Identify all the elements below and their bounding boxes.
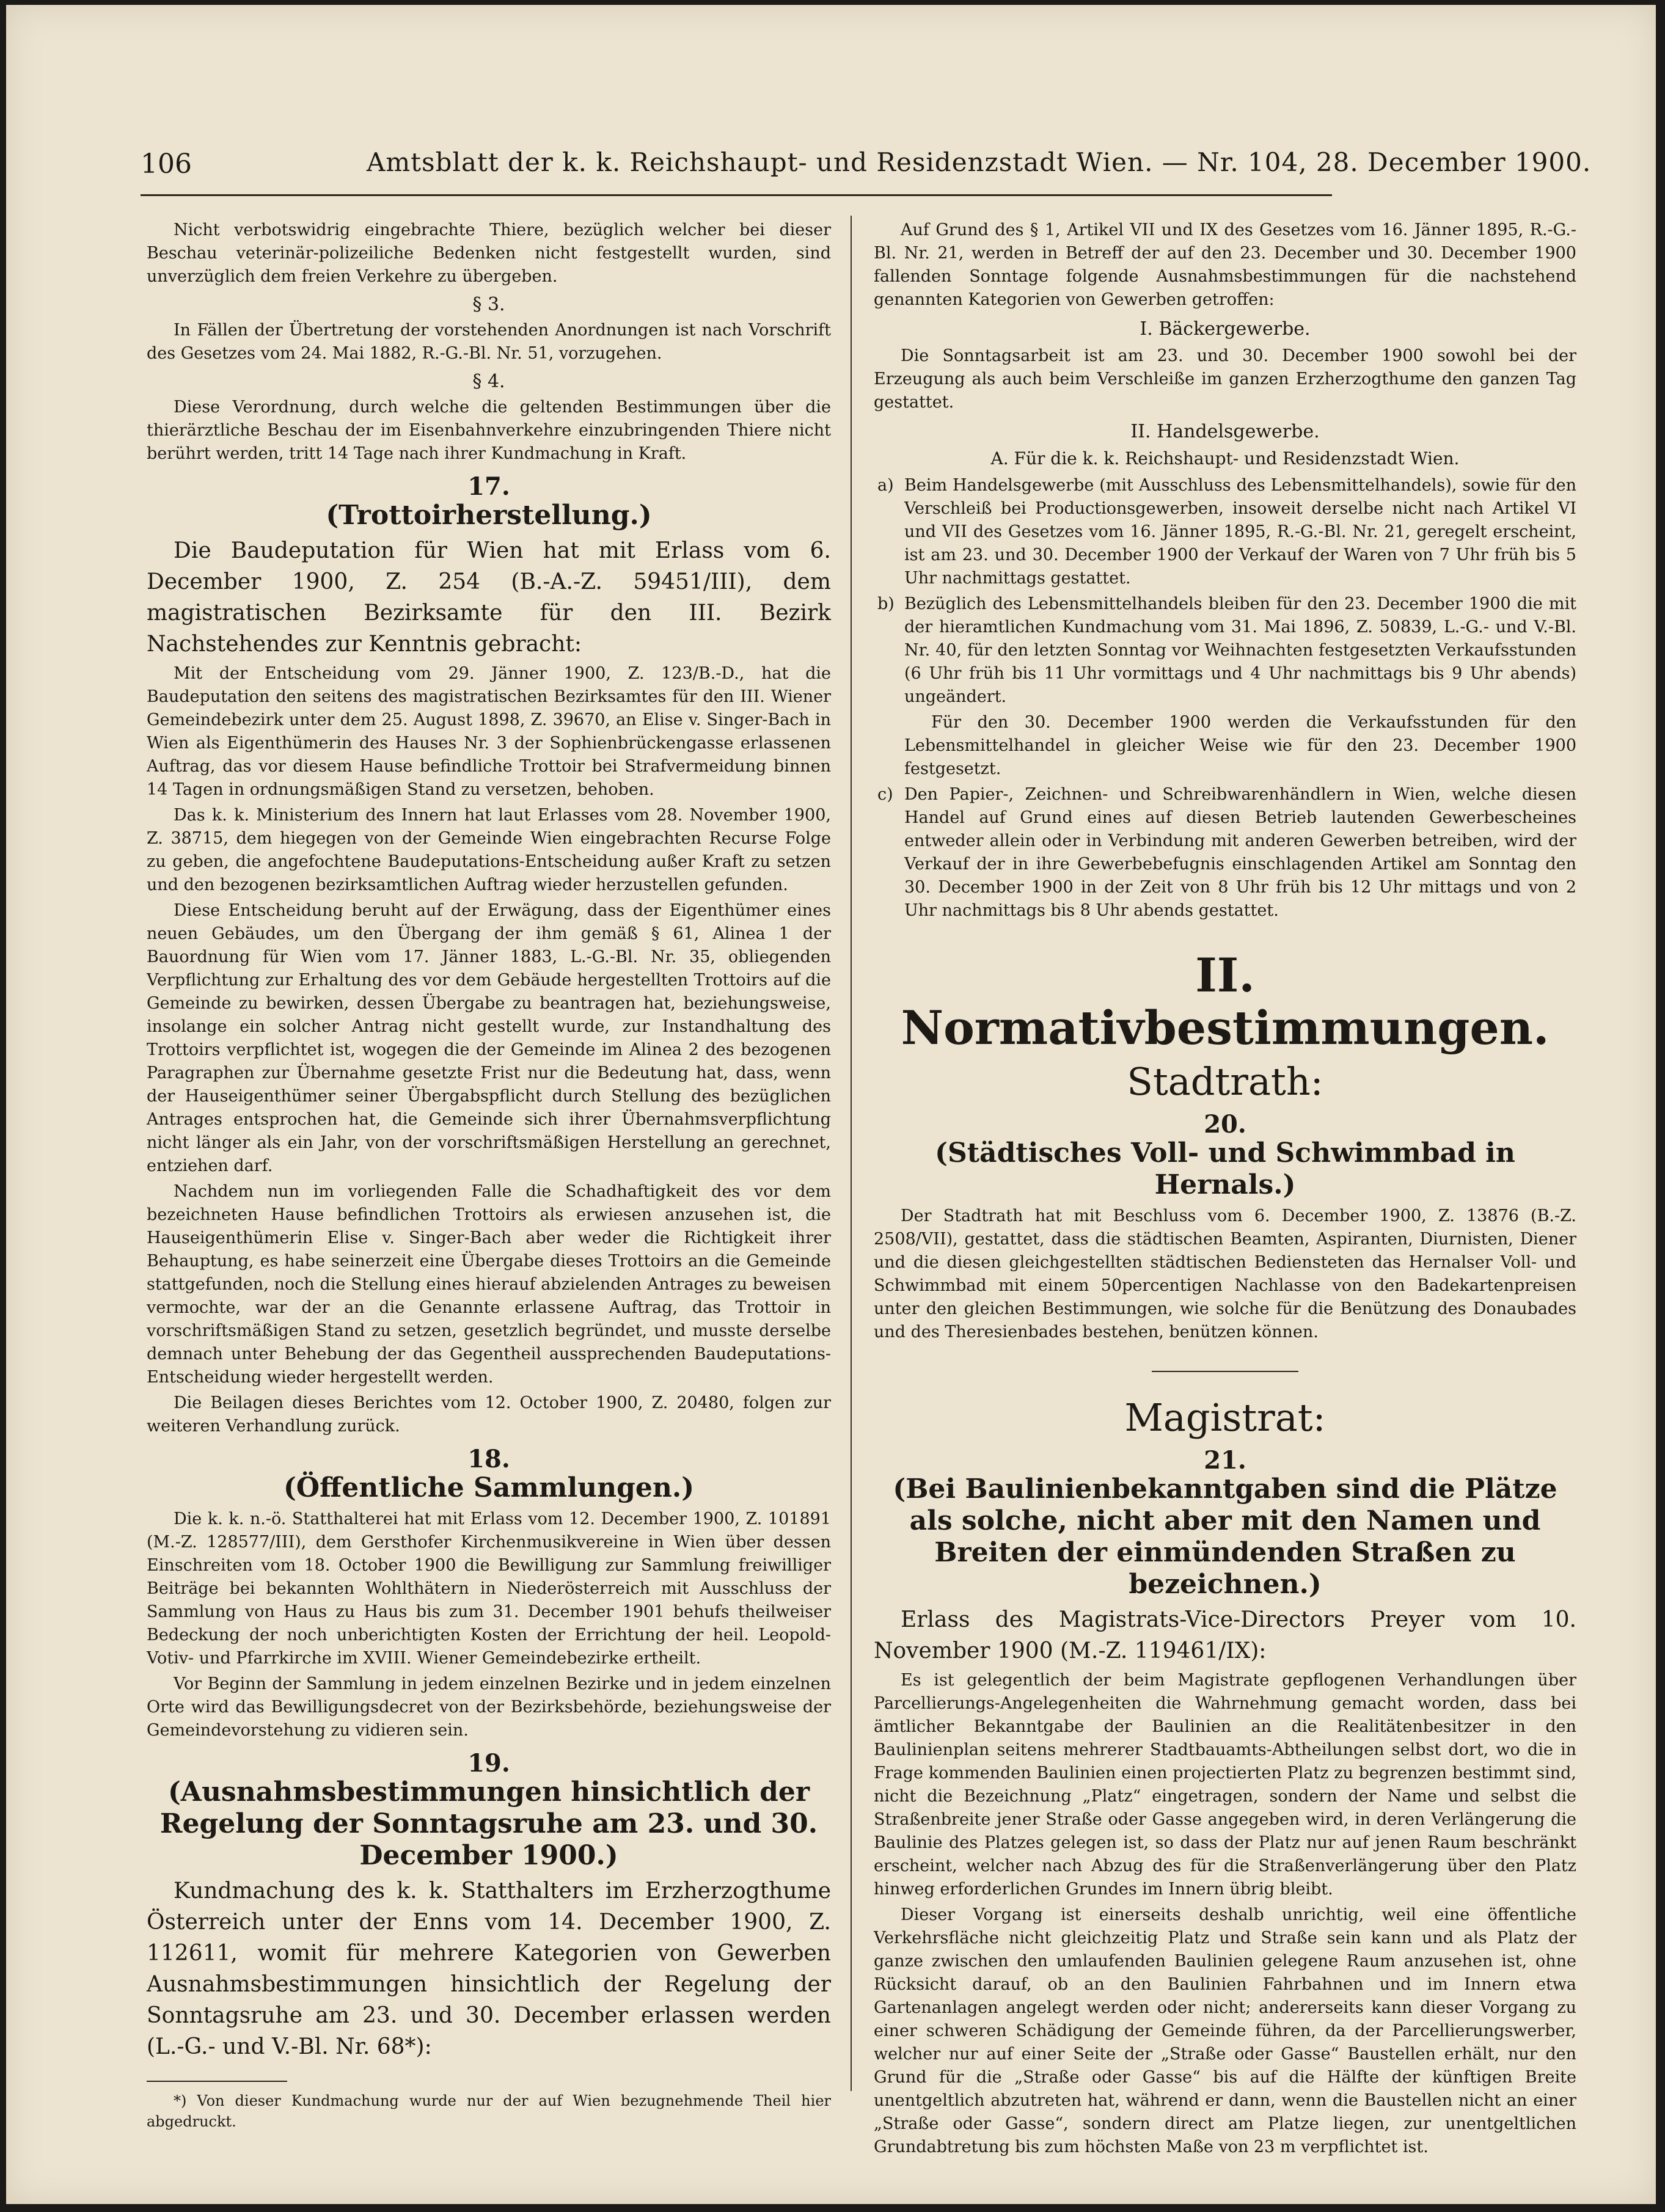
subheading-wien: A. Für die k. k. Reichshaupt- und Residenzstadt Wien. <box>990 448 1460 469</box>
paragraph: Nicht verbotswidrig eingebrachte Thiere, bezüglich welcher bei dieser Beschau veterinär-polizeiliche Bedenken nicht festgestellt wurden, sind unverzüglich dem freien Verkehre zu übergeben. <box>147 221 831 286</box>
paragraph: Der Stadtrath hat mit Beschluss vom 6. December 1900, Z. 13876 (B.-Z. 2508/VII), gestattet, dass die städtischen Beamten, Aspiranten, Diurnisten, Diener und die diesen gleichgestellten städtischen Bediensteten das Hernalser Voll- und Schwimmbad mit einem 50percentigen Nachlasse von den Badekartenpreisen unter den gleichen Bestimmungen, wie solche für die Benützung des Donaubades und des Theresienbades bestehen, benützen können. <box>874 1206 1576 1341</box>
list-item-a <box>874 474 1576 590</box>
article-lead-21: Erlass des Magistrats-Vice-Directors Preyer vom 10. November 1900 (M.-Z. 119461/IX): <box>874 1607 1576 1663</box>
paragraph: Die Beilagen dieses Berichtes vom 12. October 1900, Z. 20480, folgen zur weiteren Verhandlung zurück. <box>147 1393 831 1436</box>
body-heading-magistrat: Magistrat: <box>1124 1395 1326 1440</box>
list-text: Beim Handelsgewerbe (mit Ausschluss des Lebensmittelhandels), sowie für den Verschleiß bei Productionsgewerben, insoweit derselbe nicht nach Artikel VI und VII des Gesetzes vom 16. Jänner 1895, R.-G.-Bl. Nr. 21, geregelt erscheint, ist am 23. und 30. December 1900 der Verkauf der Waren von 7 Uhr früh bis 5 Uhr nachmittags gestattet. <box>904 476 1576 588</box>
subheading-handelsgewerbe: II. Handelsgewerbe. <box>1130 421 1320 442</box>
article-number-18: 18. <box>467 1445 510 1473</box>
page-number: 106 <box>141 148 192 180</box>
article-number-19: 19. <box>467 1749 510 1778</box>
page-header <box>141 142 1592 191</box>
article-number-17: 17. <box>467 472 510 501</box>
part-heading: II. Normativbestimmungen. <box>901 948 1550 1055</box>
footnote-rule <box>147 2081 287 2082</box>
left-column <box>147 219 831 2134</box>
paragraph: Die k. k. n.-ö. Statthalterei hat mit Erlass vom 12. December 1900, Z. 101891 (M.-Z. 128577/III), dem Gersthofer Kirchenmusikvereine in Wien über dessen Einschreiten vom 18. October 1900 die Bewilligung zur Sammlung freiwilliger Beiträge bei bekannten Wohlthätern in Niederösterreich mit Ausschluss der Sammlung von Haus zu Haus bis zum 31. December 1901 behufs theilweiser Bedeckung der noch unberichtigten Kosten der Errichtung der heil. Leopold-Votiv- und Pfarrkirche im XVIII. Wiener Gemeindebezirke ertheilt. <box>147 1509 831 1668</box>
subheading-baeckergewerbe: I. Bäckergewerbe. <box>1140 318 1311 340</box>
article-title-19: (Ausnahmsbestimmungen hinsichtlich der Regelung der Sonntagsruhe am 23. und 30. December 1900.) <box>159 1776 818 1871</box>
column-divider <box>851 216 852 2091</box>
paragraph: Nachdem nun im vorliegenden Falle die Schadhaftigkeit des vor dem bezeichneten Hause befindlichen Trottoirs als erwiesen anzusehen ist, die Hauseigenthümerin Elise v. Singer-Bach aber weder die Richtigkeit ihrer Behauptung, es habe seinerzeit eine Übergabe dieses Trottoirs an die Gemeinde stattgefunden, noch die Stellung eines hierauf abzielenden Antrages zu beweisen vermochte, war der an die Genannte erlassene Auftrag, das Trottoir in vorschriftsmäßigen Stand zu setzen, gesetzlich begründet, und musste derselbe demnach unter Behebung der das Gegentheil aussprechenden Baudeputations-Entscheidung wieder hergestellt werden. <box>147 1182 831 1387</box>
article-title-20: (Städtisches Voll- und Schwimmbad in Hernals.) <box>935 1137 1515 1200</box>
section-heading: § 4. <box>472 371 505 392</box>
header-rule <box>141 194 1332 196</box>
running-title: Amtsblatt der k. k. Reichshaupt- und Residenzstadt Wien. — Nr. 104, 28. December 1900. <box>367 147 1592 177</box>
paragraph: Dieser Vorgang ist einerseits deshalb unrichtig, weil eine öffentliche Verkehrsfläche nicht gleichzeitig Platz und Straße sein kann und als Platz der ganze zwischen den umlaufenden Baulinien gelegene Raum anzusehen ist, ohne Rücksicht darauf, ob an den Baulinien Fahrbahnen und im Innern etwa Gartenanlagen angelegt werden oder nicht; andererseits kann dieser Vorgang zu einer schweren Schädigung der Gemeinde führen, da der Parcellierungswerber, welcher nur auf einer Seite der „Straße oder Gasse“ Baustellen erhält, nur den Grund für die „Straße oder Gasse“ bis auf die Hälfte der künftigen Breite unentgeltlich abzutreten hat, während er dann, wenn die Baustellen nicht an einer „Straße oder Gasse“, sondern direct am Platze liegen, zur unentgeltlichen Grundabtretung bis zum höchsten Maße von 23 m verpflichtet ist. <box>874 1905 1576 2156</box>
paragraph: Mit der Entscheidung vom 29. Jänner 1900, Z. 123/B.-D., hat die Baudeputation den seitens des magistratischen Bezirksamtes für den III. Wiener Gemeindebezirk unter dem 25. August 1898, Z. 39670, an Elise v. Singer-Bach in Wien als Eigenthümerin des Hauses Nr. 3 der Sophienbrückengasse erlassenen Auftrag, das vor diesem Hause befindliche Trottoir bei Strafvermeidung binnen 14 Tagen in ordnungsmäßigen Stand zu versetzen, behoben. <box>147 664 831 799</box>
article-title-17: (Trottoirherstellung.) <box>326 500 652 531</box>
paragraph: In Fällen der Übertretung der vorstehenden Anordnungen ist nach Vorschrift des Gesetzes vom 24. Mai 1882, R.-G.-Bl. Nr. 51, vorzugehen. <box>147 321 831 363</box>
article-lead-17: Die Baudeputation für Wien hat mit Erlass vom 6. December 1900, Z. 254 (B.-A.-Z. 59451/III), dem magistratischen Bezirksamte für den III. Bezirk Nachstehendes zur Kenntnis gebracht: <box>147 538 831 657</box>
list-label: a) <box>877 476 894 495</box>
document-page <box>6 5 1656 2204</box>
right-column <box>874 219 1576 2161</box>
paragraph: Diese Verordnung, durch welche die geltenden Bestimmungen über die thierärztliche Beschau der im Eisenbahnverkehre einzubringenden Thiere nicht berührt werden, tritt 14 Tage nach ihrer Kundmachung in Kraft. <box>147 398 831 463</box>
list-text: Den Papier-, Zeichnen- und Schreibwarenhändlern in Wien, welche diesen Handel auf Grund eines auf diesen Betrieb lautenden Gewerbescheines entweder allein oder in Verbindung mit anderen Gewerben betreiben, wird der Verkauf der in ihre Gewerbebefugnis einschlagenden Artikel am Sonntag den 30. December 1900 in der Zeit von 8 Uhr früh bis 12 Uhr mittags und von 2 Uhr nachmittags bis 8 Uhr abends gestattet. <box>904 785 1576 920</box>
paragraph: Die Sonntagsarbeit ist am 23. und 30. December 1900 sowohl bei der Erzeugung als auch beim Verschleiße im ganzen Erzherzogthume den ganzen Tag gestattet. <box>874 346 1576 412</box>
article-number-21: 21. <box>1204 1446 1246 1475</box>
paragraph: Es ist gelegentlich der beim Magistrate gepflogenen Verhandlungen über Parcellierungs-Angelegenheiten die Wahrnehmung gemacht worden, dass bei ämtlicher Bekanntgabe der Baulinien an die Realitätenbesitzer in den Baulinienplan seitens mehrerer Stadtbauamts-Abtheilungen selbst dort, wo die in Frage kommenden Baulinien einen projectierten Platz zu begrenzen bestimmt sind, nicht die Bezeichnung „Platz“ eingetragen, sondern der Name und selbst die Straßenbreite jener Straße oder Gasse angegeben wird, in deren Verlängerung die Baulinie des Platzes gelegen ist, so dass der Platz nur auf jenen Raum beschränkt erscheint, welcher nach Abzug des für die Straßenverlängerung über den Platz hinweg erforderlichen Grundes im Innern übrig bleibt. <box>874 1671 1576 1899</box>
section-heading: § 3. <box>472 294 505 315</box>
section-divider <box>1152 1371 1298 1372</box>
footnote: *) Von dieser Kundmachung wurde nur der auf Wien bezugnehmende Theil hier abgedruckt. <box>147 2092 831 2130</box>
article-lead-19: Kundmachung des k. k. Statthalters im Erzherzogthume Österreich unter der Enns vom 14. December 1900, Z. 112611, womit für mehrere Kategorien von Gewerben Ausnahmsbestimmungen hinsichtlich der Regelung der Sonntagsruhe am 23. und 30. December erlassen werden (L.-G.- und V.-Bl. Nr. 68*): <box>147 1878 831 2059</box>
list-label: b) <box>877 594 895 613</box>
list-item-b-continuation: Für den 30. December 1900 werden die Verkaufsstunden für den Lebensmittelhandel in gleicher Weise wie für den 23. December 1900 festgesetzt. <box>904 713 1576 778</box>
list-item-b <box>874 593 1576 709</box>
article-title-18: (Öffentliche Sammlungen.) <box>283 1472 695 1503</box>
paragraph: Auf Grund des § 1, Artikel VII und IX des Gesetzes vom 16. Jänner 1895, R.-G.-Bl. Nr. 21, werden in Betreff der auf den 23. December und 30. December 1900 fallenden Sonntage folgende Ausnahmsbestimmungen für die nachstehend genannten Kategorien von Gewerben getroffen: <box>874 221 1576 309</box>
list-label: c) <box>877 785 893 804</box>
body-heading-stadtrath: Stadtrath: <box>1127 1059 1323 1104</box>
paragraph: Vor Beginn der Sammlung in jedem einzelnen Bezirke und in jedem einzelnen Orte wird das Bewilligungsdecret von der Bezirksbehörde, beziehungsweise der Gemeindevorstehung zu vidieren sein. <box>147 1674 831 1740</box>
list-item-c <box>874 783 1576 922</box>
list-text: Bezüglich des Lebensmittelhandels bleiben für den 23. December 1900 die mit der hieramtlichen Kundmachung vom 31. Mai 1896, Z. 50839, L.-G.- und V.-Bl. Nr. 40, für den letzten Sonntag vor Weihnachten festgesetzten Verkaufsstunden (6 Uhr früh bis 11 Uhr vormittags und 4 Uhr nachmittags bis 9 Uhr abends) ungeändert. <box>904 594 1576 706</box>
paragraph: Diese Entscheidung beruht auf der Erwägung, dass der Eigenthümer eines neuen Gebäudes, um den Übergang der ihm gemäß § 61, Alinea 1 der Bauordnung für Wien vom 17. Jänner 1883, L.-G.-Bl. Nr. 35, obliegenden Verpflichtung zur Erhaltung des vor dem Gebäude hergestellten Trottoirs auf die Gemeinde zu bewirken, dessen Übergabe zu beantragen hat, beziehungsweise, insolange ein solcher Antrag nicht gestellt wurde, zur Instandhaltung des Trottoirs verpflichtet ist, wogegen die der Gemeinde im Alinea 2 des bezogenen Paragraphen zur Übernahme gesetzte Frist nur die Bedeutung hat, dass, wenn der Hauseigenthümer seiner Übergabspflicht durch Stellung des bezüglichen Antrages entsprochen hat, die Gemeinde sich ihrer Übernahmsverpflichtung nicht länger als ein Jahr, von der vorschriftsmäßigen Herstellung an gerechnet, entziehen darf. <box>147 901 831 1175</box>
article-title-21: (Bei Baulinienbekanntgaben sind die Plätze als solche, nicht aber mit den Namen und Breiten der einmündenden Straßen zu bezeichnen.) <box>893 1473 1557 1600</box>
paragraph: Das k. k. Ministerium des Innern hat laut Erlasses vom 28. November 1900, Z. 38715, dem hiegegen von der Gemeinde Wien eingebrachten Recurse Folge zu geben, die angefochtene Baudeputations-Entscheidung außer Kraft zu setzen und den bezogenen bezirksamtlichen Auftrag wieder herzustellen gefunden. <box>147 806 831 894</box>
article-number-20: 20. <box>1204 1110 1246 1139</box>
